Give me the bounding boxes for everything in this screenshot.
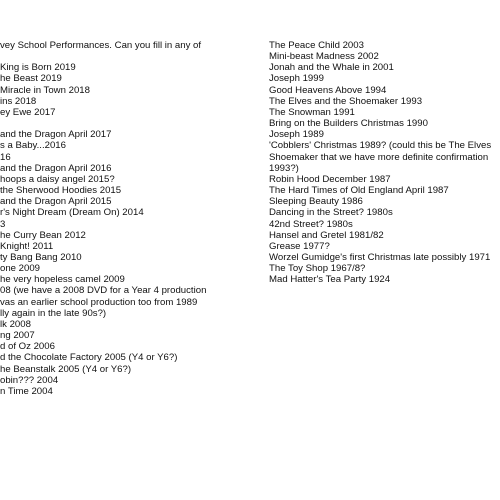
list-item: ty Bang Bang 2010 bbox=[0, 251, 82, 263]
list-item: r's Night Dream (Dream On) 2014 bbox=[0, 207, 144, 219]
list-item: he Curry Bean 2012 bbox=[0, 229, 86, 241]
list-item: 'Cobblers' Christmas 1989? (could this be The Elves bbox=[269, 140, 492, 152]
list-item: Joseph 1999 bbox=[269, 73, 324, 85]
list-item: he very hopeless camel 2009 bbox=[0, 274, 125, 286]
list-item: Mad Hatter's Tea Party 1924 bbox=[269, 274, 391, 286]
list-item: Grease 1977? bbox=[269, 240, 330, 252]
list-item: d the Chocolate Factory 2005 (Y4 or Y6?) bbox=[0, 352, 178, 364]
list-item: The Toy Shop 1967/8? bbox=[269, 263, 366, 275]
list-item: Worzel Gumidge's first Christmas late possibly 1971 bbox=[269, 251, 491, 263]
list-item-continuation: vas an earlier school production too from 1989 bbox=[0, 296, 198, 308]
list-item: the Sherwood Hoodies 2015 bbox=[0, 185, 122, 197]
list-item: The Peace Child 2003 bbox=[269, 40, 364, 51]
list-item: ins 2018 bbox=[0, 95, 37, 107]
left-column bbox=[0, 40, 248, 397]
list-item: Good Heavens Above 1994 bbox=[269, 84, 387, 96]
list-item: Mini-beast Madness 2002 bbox=[269, 51, 379, 63]
list-item: s a Baby...2016 bbox=[0, 140, 66, 152]
list-item: and the Dragon April 2015 bbox=[0, 196, 112, 208]
list-item: Knight! 2011 bbox=[0, 240, 54, 252]
list-item-continuation: Shoemaker that we have more definite confirmation bbox=[269, 151, 489, 163]
list-item: Joseph 1989 bbox=[269, 129, 324, 141]
list-item: Robin Hood December 1987 bbox=[269, 173, 391, 185]
list-item-continuation: 1993?) bbox=[269, 162, 299, 174]
list-item: lk 2008 bbox=[0, 318, 31, 330]
list-item: 08 (we have a 2008 DVD for a Year 4 production bbox=[0, 285, 207, 297]
list-item: Miracle in Town 2018 bbox=[0, 84, 90, 96]
list-item: King is Born 2019 bbox=[0, 62, 76, 74]
list-item: Dancing in the Street? 1980s bbox=[269, 207, 393, 219]
list-item: Bring on the Builders Christmas 1990 bbox=[269, 118, 428, 130]
list-item: Jonah and the Whale in 2001 bbox=[269, 62, 394, 74]
right-column bbox=[269, 40, 500, 285]
list-item: ey Ewe 2017 bbox=[0, 106, 56, 118]
list-item: Sleeping Beauty 1986 bbox=[269, 196, 363, 208]
list-item: The Elves and the Shoemaker 1993 bbox=[269, 95, 423, 107]
list-item: obin??? 2004 bbox=[0, 374, 59, 386]
intro-line: vey School Performances. Can you fill in any of bbox=[0, 40, 202, 51]
list-item: and the Dragon April 2016 bbox=[0, 162, 112, 174]
list-item: n Time 2004 bbox=[0, 385, 53, 397]
list-item-continuation: lly again in the late 90s?) bbox=[0, 307, 107, 319]
list-item: hoops a daisy angel 2015? bbox=[0, 173, 115, 185]
list-item: ng 2007 bbox=[0, 330, 35, 342]
list-item: 3 bbox=[0, 218, 6, 230]
blank-line bbox=[0, 51, 248, 62]
list-item: The Snowman 1991 bbox=[269, 106, 355, 118]
list-item: one 2009 bbox=[0, 263, 41, 275]
list-item: Hansel and Gretel 1981/82 bbox=[269, 229, 384, 241]
list-item: The Hard Times of Old England April 1987 bbox=[269, 185, 449, 197]
list-item: 16 bbox=[0, 151, 11, 163]
list-item: d of Oz 2006 bbox=[0, 341, 55, 353]
list-item: and the Dragon April 2017 bbox=[0, 129, 112, 141]
list-item: he Beast 2019 bbox=[0, 73, 62, 85]
blank-line bbox=[0, 118, 248, 129]
list-item: he Beanstalk 2005 (Y4 or Y6?) bbox=[0, 363, 132, 375]
list-item: 42nd Street? 1980s bbox=[269, 218, 353, 230]
